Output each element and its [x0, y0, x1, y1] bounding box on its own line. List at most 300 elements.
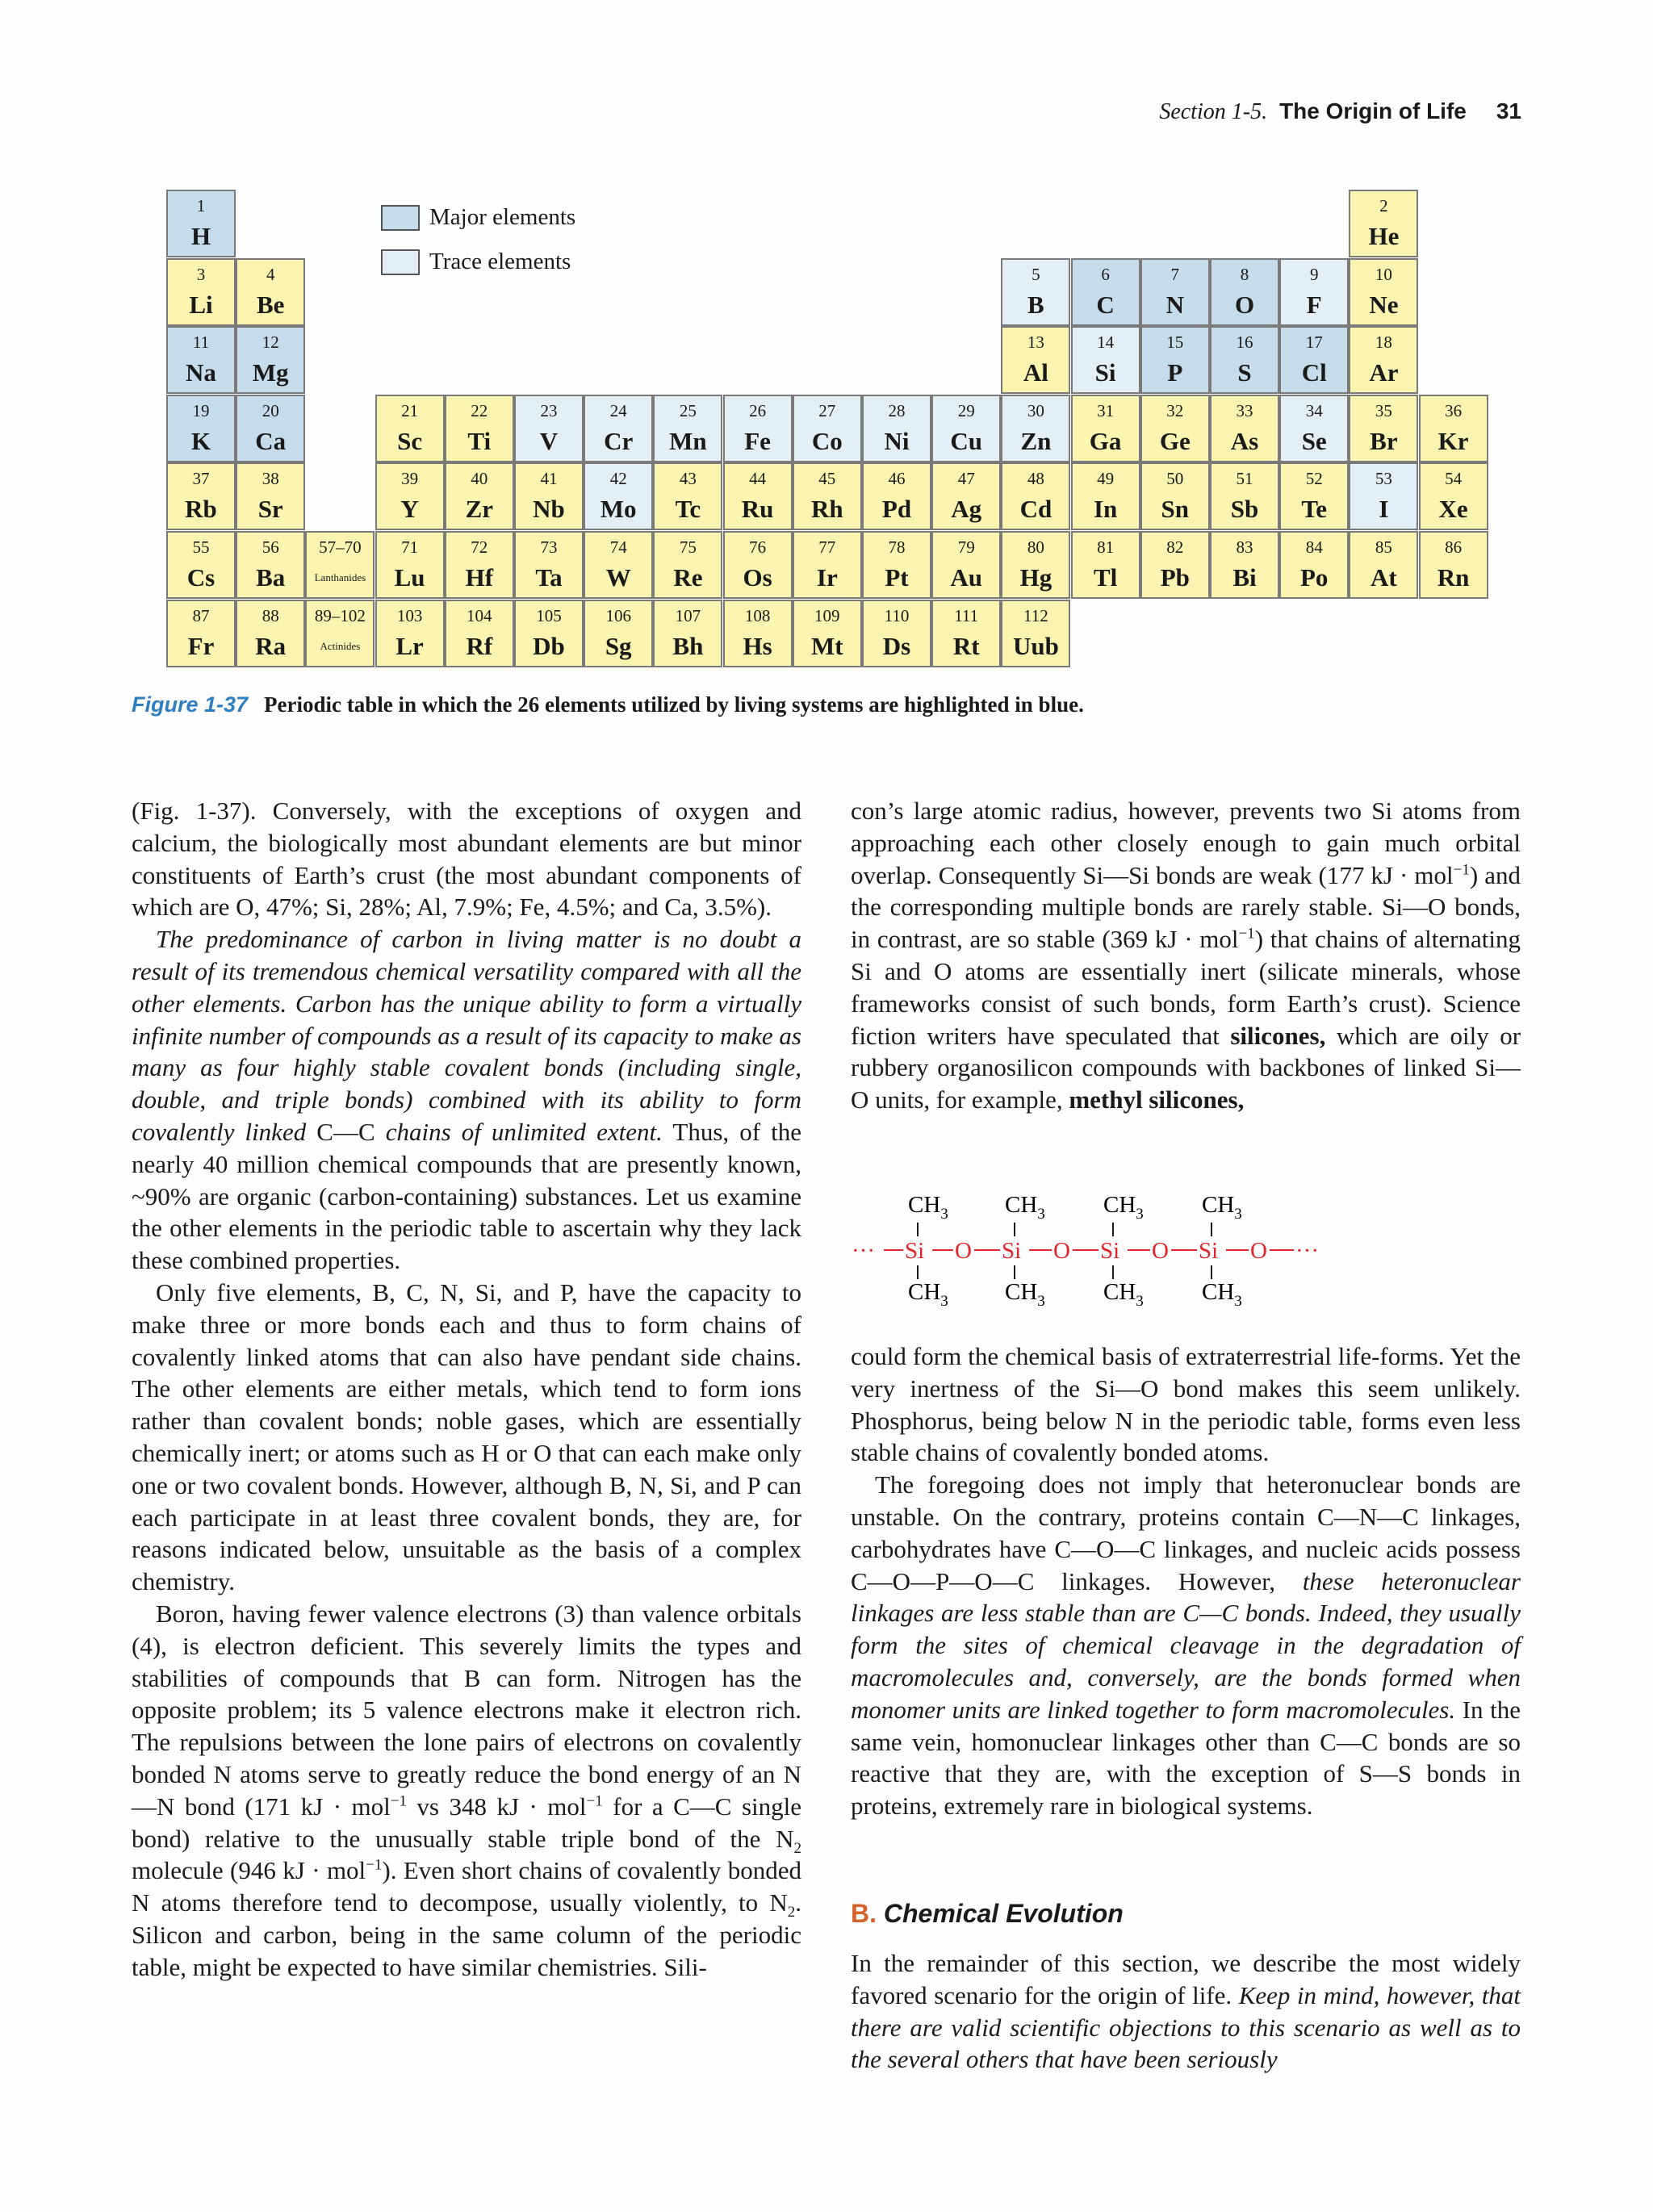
- atomic-number: 4: [266, 264, 275, 284]
- element-w: [584, 531, 653, 599]
- chain-dots: ···: [1295, 1238, 1319, 1264]
- atomic-number: 49: [1097, 469, 1115, 489]
- atomic-number: 106: [605, 605, 631, 625]
- italic-text: The predominance of carbon in living matter is no doubt a result of its tremendous chemical versatility compared with all the other elements. Carbon has the unique ability to form a virtually infinite number of compounds as a result of its capacity to make as many as four highly stable covalent bonds (including single, double, and triple bonds) combined with its ability to form covalently linked: [132, 925, 801, 1146]
- element-s: [1210, 326, 1279, 394]
- text: The foregoing does not imply that heteronuclear bonds are unstable. On the contrary, proteins contain C—N—C linkages, carbohydrates have C—O—C linkages, and nucleic acids possess C—O—P—O—C linkages. However,: [851, 1470, 1521, 1595]
- atomic-number: 77: [818, 537, 836, 557]
- legend-trace-swatch: [381, 249, 420, 275]
- atomic-number: 15: [1166, 332, 1184, 353]
- atomic-number: 10: [1375, 264, 1392, 284]
- atomic-number: 33: [1236, 400, 1253, 420]
- methyl-group: $CH_3$: [1202, 1192, 1242, 1223]
- element-sn: [1140, 462, 1210, 530]
- element-cr: [584, 395, 653, 462]
- text: In the same vein, homonuclear linkages other than C—C bonds are so reactive that they are, with the exception of S—S bonds in proteins, extremely rare in biological systems.: [851, 1695, 1521, 1821]
- element-pt: [862, 531, 931, 599]
- atomic-number: 89–102: [314, 605, 366, 625]
- element-symbol: Cr: [604, 426, 634, 455]
- atomic-number: 37: [192, 469, 210, 489]
- text: Thus, of the nearly 40 million chemical compounds that are presently known, ~90% are organic (carbon-containing) substances. Let us examine the other elements in the periodic table to ascertain why they lack these combined properties.: [132, 1117, 801, 1275]
- element-symbol: Kr: [1437, 426, 1469, 455]
- superscript: −1: [586, 1792, 603, 1810]
- silicon-atom: Si: [905, 1238, 925, 1264]
- element-tl: [1071, 531, 1140, 599]
- text: molecule (946 kJ · mol: [132, 1856, 366, 1885]
- italic-text: chains of unlimited extent.: [385, 1117, 663, 1146]
- element-symbol: Fr: [187, 631, 215, 660]
- series-label: Lanthanides: [314, 571, 366, 583]
- atomic-number: 11: [192, 332, 210, 353]
- figure-label: Figure 1-37: [132, 692, 249, 717]
- element-symbol: Sg: [605, 631, 632, 660]
- element-symbol: Ru: [741, 495, 774, 524]
- element-symbol: Hs: [743, 631, 772, 660]
- element-nb: [514, 462, 584, 530]
- element-ga: [1071, 395, 1140, 462]
- atomic-number: 84: [1305, 537, 1323, 557]
- element-symbol: Ba: [256, 563, 286, 592]
- right-column-middle: [851, 1340, 1521, 1822]
- element-symbol: Fe: [744, 426, 771, 455]
- element-mg: [236, 326, 305, 394]
- element-ca: [236, 395, 305, 462]
- element-symbol: O: [1234, 290, 1255, 319]
- element-uub: [1001, 600, 1070, 667]
- text: ). Even short chains of covalently bonded N atoms therefore tend to decompose, usually violently, to N: [132, 1856, 801, 1917]
- element-symbol: Rh: [810, 495, 843, 524]
- element-symbol: C: [1096, 290, 1115, 319]
- element-b: [1001, 258, 1070, 326]
- atomic-number: 27: [818, 400, 836, 420]
- element-he: [1349, 190, 1418, 257]
- bold-term: methyl silicones,: [1069, 1085, 1245, 1114]
- methyl-group: $CH_3$: [1103, 1279, 1144, 1310]
- atomic-number: 18: [1375, 332, 1392, 353]
- element-symbol: In: [1093, 495, 1118, 524]
- element-symbol: Te: [1301, 495, 1327, 524]
- element-tc: [653, 462, 722, 530]
- atomic-number: 105: [536, 605, 562, 625]
- atomic-number: 83: [1236, 537, 1253, 557]
- element-symbol: Hf: [465, 563, 494, 592]
- oxygen-atom: O: [1250, 1238, 1267, 1264]
- element-lu: [375, 531, 445, 599]
- legend-trace-label: Trace elements: [429, 249, 571, 274]
- section-label: Section 1-5.: [1159, 99, 1268, 124]
- atomic-number: 14: [1097, 332, 1115, 353]
- atomic-number: 54: [1445, 469, 1463, 489]
- atomic-number: 71: [401, 537, 419, 557]
- element-symbol: Sb: [1230, 495, 1259, 524]
- element-in: [1071, 462, 1140, 530]
- element-symbol: Ra: [255, 631, 287, 660]
- element-symbol: Tl: [1093, 563, 1118, 592]
- right-column-bottom: [851, 1947, 1521, 2076]
- text: for a C—C single bond) relative to the unusually stable triple bond of the N: [132, 1792, 801, 1853]
- silicon-atom: Si: [1199, 1238, 1219, 1264]
- element-v: [514, 395, 584, 462]
- element-sr: [236, 462, 305, 530]
- periodic-table: [0, 0, 1653, 726]
- atomic-number: 110: [884, 605, 910, 625]
- atomic-number: 76: [749, 537, 767, 557]
- atomic-number: 31: [1097, 400, 1115, 420]
- legend-major-swatch: [381, 205, 420, 231]
- paragraph: could form the chemical basis of extraterrestrial life-forms. Yet the very inertness of the Si—O bond makes this seem unlikely. Phosphorus, being below N in the periodic table, forms even less stable chains of covalently bonded atoms.: [851, 1342, 1521, 1467]
- element-symbol: Li: [189, 290, 213, 319]
- atomic-number: 46: [888, 469, 906, 489]
- element-symbol: B: [1027, 290, 1044, 319]
- element-symbol: Ta: [535, 563, 563, 592]
- paragraph: [132, 1598, 801, 1984]
- element-as: [1210, 395, 1279, 462]
- atomic-number: 26: [749, 400, 767, 420]
- element-n: [1140, 258, 1210, 326]
- element-symbol: Mn: [669, 426, 707, 455]
- element-symbol: W: [605, 563, 631, 592]
- atomic-number: 85: [1375, 537, 1392, 557]
- element-symbol: I: [1379, 495, 1389, 524]
- element-ar: [1349, 326, 1418, 394]
- element-symbol: Au: [950, 563, 982, 592]
- element-cl: [1279, 326, 1349, 394]
- element-symbol: Zn: [1020, 426, 1052, 455]
- figure-caption: [132, 692, 1084, 717]
- silicon-atom: Si: [1100, 1238, 1120, 1264]
- element-pb: [1140, 531, 1210, 599]
- element-al: [1001, 326, 1070, 394]
- superscript: −1: [1453, 861, 1470, 879]
- element-hs: [723, 600, 793, 667]
- element-rh: [793, 462, 862, 530]
- atomic-number: 25: [679, 400, 697, 420]
- element-symbol: Sc: [397, 426, 423, 455]
- element-k: [166, 395, 236, 462]
- atomic-number: 111: [954, 605, 979, 625]
- atomic-number: 86: [1445, 537, 1463, 557]
- element-symbol: Rf: [466, 631, 493, 660]
- element-symbol: Pt: [885, 563, 909, 592]
- element-symbol: Ir: [816, 563, 838, 592]
- atomic-number: 75: [679, 537, 697, 557]
- element-symbol: Sn: [1161, 495, 1190, 524]
- series-label: Actinides: [320, 639, 361, 652]
- element-rb: [166, 462, 236, 530]
- atomic-number: 19: [192, 400, 210, 420]
- atomic-number: 5: [1032, 264, 1040, 284]
- atomic-number: 7: [1170, 264, 1180, 284]
- atomic-number: 50: [1166, 469, 1184, 489]
- element-ne: [1349, 258, 1418, 326]
- atomic-number: 36: [1445, 400, 1463, 420]
- element-symbol: Rn: [1437, 563, 1470, 592]
- atomic-number: 74: [609, 537, 627, 557]
- italic-text: these heteronuclear linkages are less stable than are C—C bonds. Indeed, they usually form the sites of chemical cleavage in the degradation of macromolecules and, conversely, are the bonds formed when monomer units are linked together to form macromolecules.: [851, 1566, 1521, 1724]
- atomic-number: 38: [262, 469, 279, 489]
- atomic-number: 20: [262, 400, 279, 420]
- element-symbol: As: [1230, 426, 1259, 455]
- element-symbol: Co: [811, 426, 843, 455]
- element-symbol: Ds: [882, 631, 911, 660]
- atomic-number: 13: [1027, 332, 1044, 353]
- element-ds: [862, 600, 931, 667]
- element-symbol: Po: [1299, 563, 1329, 592]
- element-kr: [1419, 395, 1488, 462]
- element-sc: [375, 395, 445, 462]
- element-ru: [723, 462, 793, 530]
- atomic-number: 48: [1027, 469, 1044, 489]
- atomic-number: 42: [609, 469, 627, 489]
- paragraph: [851, 1469, 1521, 1822]
- section-subheading: [851, 1899, 1124, 1929]
- element-symbol: Mg: [252, 358, 289, 387]
- element-symbol: He: [1368, 222, 1400, 250]
- text: Boron, having fewer valence electrons (3) than valence orbitals (4), is electron deficient. This severely limits the types and stabilities of compounds that B can form. Nitrogen has the opposite problem; its 5 valence electrons make it electron rich. The repulsions between the lone pairs of electrons on covalently bonded N atoms serve to greatly reduce the bond energy of an N—N bond (171 kJ · mol: [132, 1599, 801, 1821]
- text: ) that chains of alternating Si and O atoms are essentially inert (silicate minerals, whose frameworks consist of such bonds, form Earth’s crust). Science fiction writers have speculated that: [851, 925, 1521, 1050]
- text: con’s large atomic radius, however, prevents two Si atoms from approaching each other closely enough to gain much orbital overlap. Consequently Si—Si bonds are weak (177 kJ · mol: [851, 797, 1521, 889]
- atomic-number: 40: [471, 469, 488, 489]
- element-symbol: At: [1371, 563, 1397, 592]
- atomic-number: 6: [1101, 264, 1110, 284]
- element-symbol: Bh: [672, 631, 704, 660]
- methyl-group: $CH_3$: [908, 1279, 948, 1310]
- superscript: −1: [366, 1856, 383, 1874]
- element-se: [1279, 395, 1349, 462]
- element-symbol: Lr: [395, 631, 424, 660]
- element-symbol: Si: [1094, 358, 1116, 387]
- atomic-number: 24: [609, 400, 627, 420]
- element-symbol: Sr: [257, 495, 283, 524]
- element-zr: [445, 462, 514, 530]
- element-te: [1279, 462, 1349, 530]
- element-symbol: Cl: [1301, 358, 1327, 387]
- element-po: [1279, 531, 1349, 599]
- atomic-number: 8: [1240, 264, 1249, 284]
- subscript: 2: [793, 1839, 801, 1857]
- atomic-number: 29: [957, 400, 975, 420]
- element-mt: [793, 600, 862, 667]
- element-mn: [653, 395, 722, 462]
- element-symbol: K: [190, 426, 211, 455]
- element-cu: [931, 395, 1001, 462]
- element-f: [1279, 258, 1349, 326]
- element-symbol: Br: [1370, 426, 1398, 455]
- element-au: [931, 531, 1001, 599]
- atomic-number: 9: [1309, 264, 1319, 284]
- element-symbol: Cu: [950, 426, 982, 455]
- element-group: [305, 531, 375, 599]
- element-h: [166, 190, 236, 257]
- element-zn: [1001, 395, 1070, 462]
- text: . Silicon and carbon, being in the same column of the periodic table, might be expected to have similar chemistries. Sili-: [132, 1888, 801, 1981]
- element-symbol: Hg: [1019, 563, 1052, 592]
- element-ag: [931, 462, 1001, 530]
- methyl-group: $CH_3$: [1103, 1192, 1144, 1223]
- atomic-number: 34: [1305, 400, 1323, 420]
- element-ti: [445, 395, 514, 462]
- element-symbol: Uub: [1012, 631, 1059, 660]
- element-cd: [1001, 462, 1070, 530]
- element-symbol: Mt: [811, 631, 843, 660]
- atomic-number: 43: [679, 469, 697, 489]
- element-symbol: Al: [1023, 358, 1048, 387]
- bond-text: C—C: [316, 1117, 375, 1146]
- element-symbol: Pd: [881, 495, 912, 524]
- element-fr: [166, 600, 236, 667]
- atomic-number: 51: [1236, 469, 1253, 489]
- element-rt: [931, 600, 1001, 667]
- paragraph: [851, 1947, 1521, 2076]
- element-hg: [1001, 531, 1070, 599]
- element-symbol: S: [1237, 358, 1252, 387]
- text: In the remainder of this section, we describe the most widely favored scenario for the origin of life.: [851, 1949, 1521, 2009]
- subscript: 2: [787, 1904, 796, 1921]
- element-symbol: Nb: [533, 495, 565, 524]
- element-sb: [1210, 462, 1279, 530]
- element-symbol: Ti: [467, 426, 492, 455]
- atomic-number: 88: [262, 605, 279, 625]
- element-fe: [723, 395, 793, 462]
- element-hf: [445, 531, 514, 599]
- element-si: [1071, 326, 1140, 394]
- atomic-number: 78: [888, 537, 906, 557]
- element-ra: [236, 600, 305, 667]
- text: vs 348 kJ · mol: [406, 1792, 587, 1821]
- element-symbol: Ga: [1089, 426, 1122, 455]
- atomic-number: 55: [192, 537, 210, 557]
- element-bi: [1210, 531, 1279, 599]
- page-number: 31: [1496, 98, 1521, 123]
- atomic-number: 3: [196, 264, 206, 284]
- element-rf: [445, 600, 514, 667]
- element-mo: [584, 462, 653, 530]
- subheading-text: Chemical Evolution: [883, 1899, 1124, 1928]
- atomic-number: 57–70: [319, 537, 362, 557]
- element-symbol: H: [190, 222, 211, 250]
- element-symbol: Ag: [951, 495, 982, 524]
- atomic-number: 112: [1023, 605, 1048, 625]
- element-rn: [1419, 531, 1488, 599]
- atomic-number: 109: [814, 605, 840, 625]
- atomic-number: 104: [467, 605, 492, 625]
- element-symbol: N: [1165, 290, 1184, 319]
- element-symbol: Cs: [186, 563, 216, 592]
- superscript: −1: [1238, 925, 1255, 943]
- element-pd: [862, 462, 931, 530]
- methyl-group: $CH_3$: [908, 1192, 948, 1223]
- atomic-number: 108: [744, 605, 771, 625]
- atomic-number: 16: [1236, 332, 1253, 353]
- atomic-number: 87: [192, 605, 210, 625]
- paragraph: (Fig. 1-37). Conversely, with the exceptions of oxygen and calcium, the biologically most abundant elements are but minor constituents of Earth’s crust (the most abundant components of which are O, 47%; Si, 28%; Al, 7.9%; Fe, 4.5%; and Ca, 3.5%).: [132, 797, 801, 922]
- element-symbol: Ge: [1159, 426, 1191, 455]
- atomic-number: 44: [749, 469, 767, 489]
- element-be: [236, 258, 305, 326]
- element-bh: [653, 600, 722, 667]
- element-symbol: Pb: [1160, 563, 1190, 592]
- element-symbol: Rb: [185, 495, 217, 524]
- subheading-letter: B.: [851, 1899, 877, 1928]
- atomic-number: 81: [1097, 537, 1115, 557]
- element-group: [305, 600, 375, 667]
- atomic-number: 47: [957, 469, 975, 489]
- atomic-number: 17: [1305, 332, 1323, 353]
- left-column: [132, 795, 801, 1983]
- atomic-number: 12: [262, 332, 279, 353]
- element-symbol: V: [539, 426, 559, 455]
- element-o: [1210, 258, 1279, 326]
- element-c: [1071, 258, 1140, 326]
- element-symbol: Db: [533, 631, 565, 660]
- atomic-number: 30: [1027, 400, 1044, 420]
- element-ir: [793, 531, 862, 599]
- atomic-number: 28: [888, 400, 906, 420]
- methyl-group: $CH_3$: [1202, 1279, 1242, 1310]
- element-symbol: P: [1167, 358, 1183, 387]
- element-symbol: Ne: [1369, 290, 1399, 319]
- element-symbol: Zr: [465, 495, 494, 524]
- element-li: [166, 258, 236, 326]
- methyl-silicone-structure: [852, 1178, 1530, 1315]
- element-symbol: Lu: [394, 563, 425, 592]
- atomic-number: 53: [1375, 469, 1392, 489]
- atomic-number: 52: [1305, 469, 1323, 489]
- element-db: [514, 600, 584, 667]
- silicon-atom: Si: [1002, 1238, 1022, 1264]
- atomic-number: 72: [471, 537, 488, 557]
- methyl-group: $CH_3$: [1005, 1192, 1045, 1223]
- element-y: [375, 462, 445, 530]
- atomic-number: 2: [1379, 196, 1388, 215]
- element-sg: [584, 600, 653, 667]
- element-co: [793, 395, 862, 462]
- element-symbol: F: [1306, 290, 1322, 319]
- atomic-number: 79: [957, 537, 975, 557]
- atomic-number: 107: [675, 605, 701, 625]
- element-at: [1349, 531, 1418, 599]
- text: ) and the corresponding multiple bonds are rarely stable. Si—O bonds, in contrast, are so stable (369 kJ · mol: [851, 860, 1521, 954]
- atomic-number: 103: [396, 605, 423, 625]
- atomic-number: 35: [1375, 400, 1392, 420]
- italic-text: Keep in mind, however, that there are valid scientific objections to this scenario as well as to the several others that have been seriously: [851, 1980, 1521, 2074]
- element-symbol: Ar: [1369, 358, 1399, 387]
- paragraph: Only five elements, B, C, N, Si, and P, have the capacity to make three or more bonds each and thus to form chains of covalently linked atoms that can also have pendant side chains. The other elements are either metals, which tend to form ions rather than covalent bonds; noble gases, which are essentially chemically inert; or atoms such as H or O that can each make only one or two covalent bonds. However, although B, N, Si, and P can each participate in at least three covalent bonds, they are, for reasons indicated below, unsuitable as the basis of a complex chemistry.: [132, 1277, 801, 1596]
- element-p: [1140, 326, 1210, 394]
- oxygen-atom: O: [1152, 1238, 1169, 1264]
- bold-term: silicones,: [1230, 1021, 1326, 1050]
- element-symbol: Bi: [1232, 563, 1257, 592]
- methyl-group: $CH_3$: [1005, 1279, 1045, 1310]
- element-ba: [236, 531, 305, 599]
- atomic-number: 21: [401, 400, 419, 420]
- element-ge: [1140, 395, 1210, 462]
- element-symbol: Mo: [600, 495, 637, 524]
- atomic-number: 45: [818, 469, 836, 489]
- atomic-number: 39: [401, 469, 419, 489]
- atomic-number: 82: [1166, 537, 1184, 557]
- element-os: [723, 531, 793, 599]
- element-symbol: Rt: [952, 631, 980, 660]
- atomic-number: 32: [1166, 400, 1184, 420]
- paragraph: [132, 923, 801, 1277]
- element-symbol: Ca: [255, 426, 287, 455]
- superscript: −1: [390, 1792, 407, 1810]
- oxygen-atom: O: [1053, 1238, 1070, 1264]
- text: which are oily or rubbery organosilicon compounds with backbones of linked Si—O units, for example,: [851, 1021, 1521, 1114]
- element-symbol: Be: [256, 290, 285, 319]
- element-symbol: Se: [1301, 426, 1327, 455]
